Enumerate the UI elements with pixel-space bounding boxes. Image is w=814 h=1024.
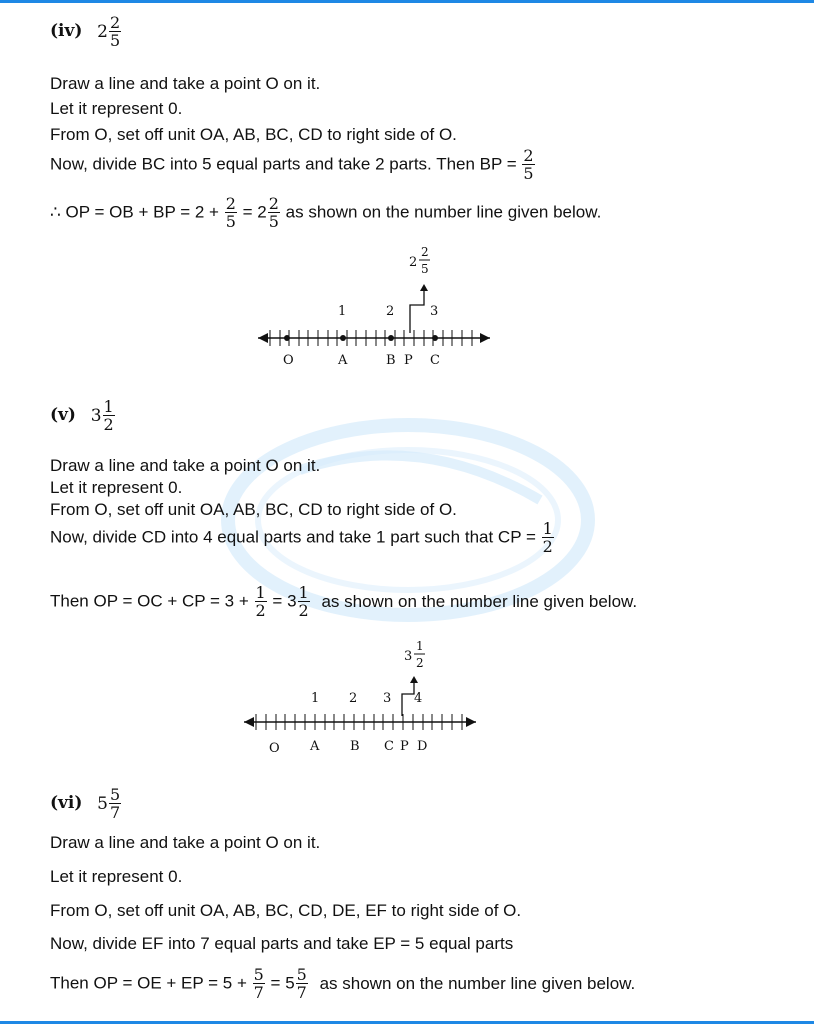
- mark-den: 2: [416, 656, 424, 670]
- divide-fraction: $\frac{2}{5}$: [523, 146, 534, 183]
- tick-label: 2: [386, 304, 395, 319]
- instruction-line: Let it represent 0.: [50, 99, 183, 118]
- part-vi-header: [50, 786, 122, 821]
- result-prefix: Then OP = OC + CP = 3 +: [50, 591, 249, 611]
- mark-whole: 2: [409, 255, 418, 270]
- number-line-v: [0, 632, 814, 762]
- point-label: P: [400, 739, 409, 754]
- mark-den: 5: [421, 262, 429, 276]
- divide-line: [50, 520, 555, 555]
- instruction-line: Draw a line and take a point O on it.: [50, 74, 321, 93]
- part-iv-header: [50, 14, 122, 49]
- divide-fraction: $\frac{1}{2}$: [542, 519, 553, 556]
- mixed-number-whole: 5: [97, 793, 108, 814]
- right-arrow-icon: [480, 333, 490, 343]
- point-b: [388, 335, 394, 341]
- up-arrow-icon: [410, 676, 418, 683]
- left-arrow-icon: [258, 333, 268, 343]
- result-suffix: as shown on the number line given below.: [321, 591, 638, 611]
- point-label: A: [338, 353, 348, 368]
- result-line: [50, 584, 637, 619]
- divide-text: Now, divide CD into 4 equal parts and take 1 part such that CP =: [50, 527, 536, 547]
- mark-num: 1: [416, 639, 424, 653]
- instruction-line: Draw a line and take a point O on it.: [50, 456, 321, 475]
- instruction-line: Let it represent 0.: [50, 867, 183, 886]
- instruction-line: Now, divide EF into 7 equal parts and take EP = 5 equal parts: [50, 934, 514, 953]
- divide-text: Now, divide BC into 5 equal parts and take 2 parts. Then BP =: [50, 154, 517, 174]
- mixed-number-fraction: $\frac{1}{2}$: [103, 397, 114, 434]
- result-fraction-2: $\frac{5}{7}$: [296, 965, 307, 1002]
- up-arrow-icon: [420, 284, 428, 291]
- right-arrow-icon: [466, 717, 476, 727]
- left-arrow-icon: [244, 717, 254, 727]
- point-o: [284, 335, 290, 341]
- result-suffix: as shown on the number line given below.: [285, 202, 602, 222]
- instruction-line: From O, set off unit OA, AB, BC, CD to right side of O.: [50, 125, 457, 144]
- mixed-number-fraction: $\frac{2}{5}$: [110, 13, 121, 50]
- point-label: O: [283, 353, 294, 368]
- result-fraction-2: $\frac{1}{2}$: [298, 583, 309, 620]
- result-suffix: as shown on the number line given below.: [319, 973, 636, 993]
- point-label: B: [350, 739, 360, 754]
- point-label: C: [384, 739, 394, 754]
- mark-whole: 3: [404, 649, 413, 664]
- point-label: D: [417, 739, 428, 754]
- pointer-arrow: [402, 680, 414, 716]
- result-prefix: Then OP = OE + EP = 5 +: [50, 973, 247, 993]
- tick-label: 3: [383, 691, 392, 706]
- part-label: (vi): [50, 792, 83, 813]
- result-fraction-2: $\frac{2}{5}$: [268, 194, 279, 231]
- result-fraction-1: $\frac{1}{2}$: [255, 583, 266, 620]
- tick-label: 1: [311, 691, 320, 706]
- instruction-line: From O, set off unit OA, AB, BC, CD to right side of O.: [50, 500, 457, 519]
- mark-num: 2: [421, 245, 429, 259]
- instruction-line: Let it represent 0.: [50, 478, 183, 497]
- instruction-line: From O, set off unit OA, AB, BC, CD, DE, EF to right side of O.: [50, 901, 522, 920]
- mixed-number-whole: 3: [90, 405, 102, 426]
- divide-line: [50, 147, 536, 182]
- part-label: (v): [50, 404, 76, 425]
- part-label: (iv): [50, 20, 83, 41]
- point-label: C: [430, 353, 440, 368]
- point-label: A: [310, 739, 320, 754]
- result-line: [50, 966, 635, 1001]
- result-fraction-1: $\frac{2}{5}$: [225, 194, 236, 231]
- result-equals: = 2: [242, 202, 267, 222]
- point-c: [432, 335, 438, 341]
- result-equals: = 5: [270, 973, 295, 993]
- tick-label: 1: [338, 304, 347, 319]
- mixed-number-whole: 2: [97, 21, 108, 42]
- point-label: P: [404, 353, 413, 368]
- number-line-iv: [0, 240, 814, 380]
- result-equals: = 3: [272, 591, 297, 611]
- tick-label: 2: [349, 691, 358, 706]
- point-label: B: [386, 353, 396, 368]
- point-label: O: [269, 741, 280, 756]
- point-a: [340, 335, 346, 341]
- result-line: [50, 195, 601, 230]
- instruction-line: Draw a line and take a point O on it.: [50, 833, 321, 852]
- tick-label: 4: [414, 691, 423, 706]
- tick-label: 3: [430, 304, 439, 319]
- result-fraction-1: $\frac{5}{7}$: [253, 965, 264, 1002]
- part-v-header: [50, 398, 116, 433]
- pointer-arrow: [410, 288, 424, 333]
- mixed-number-fraction: $\frac{5}{7}$: [110, 785, 121, 822]
- result-prefix: ∴ OP = OB + BP = 2 +: [50, 202, 219, 222]
